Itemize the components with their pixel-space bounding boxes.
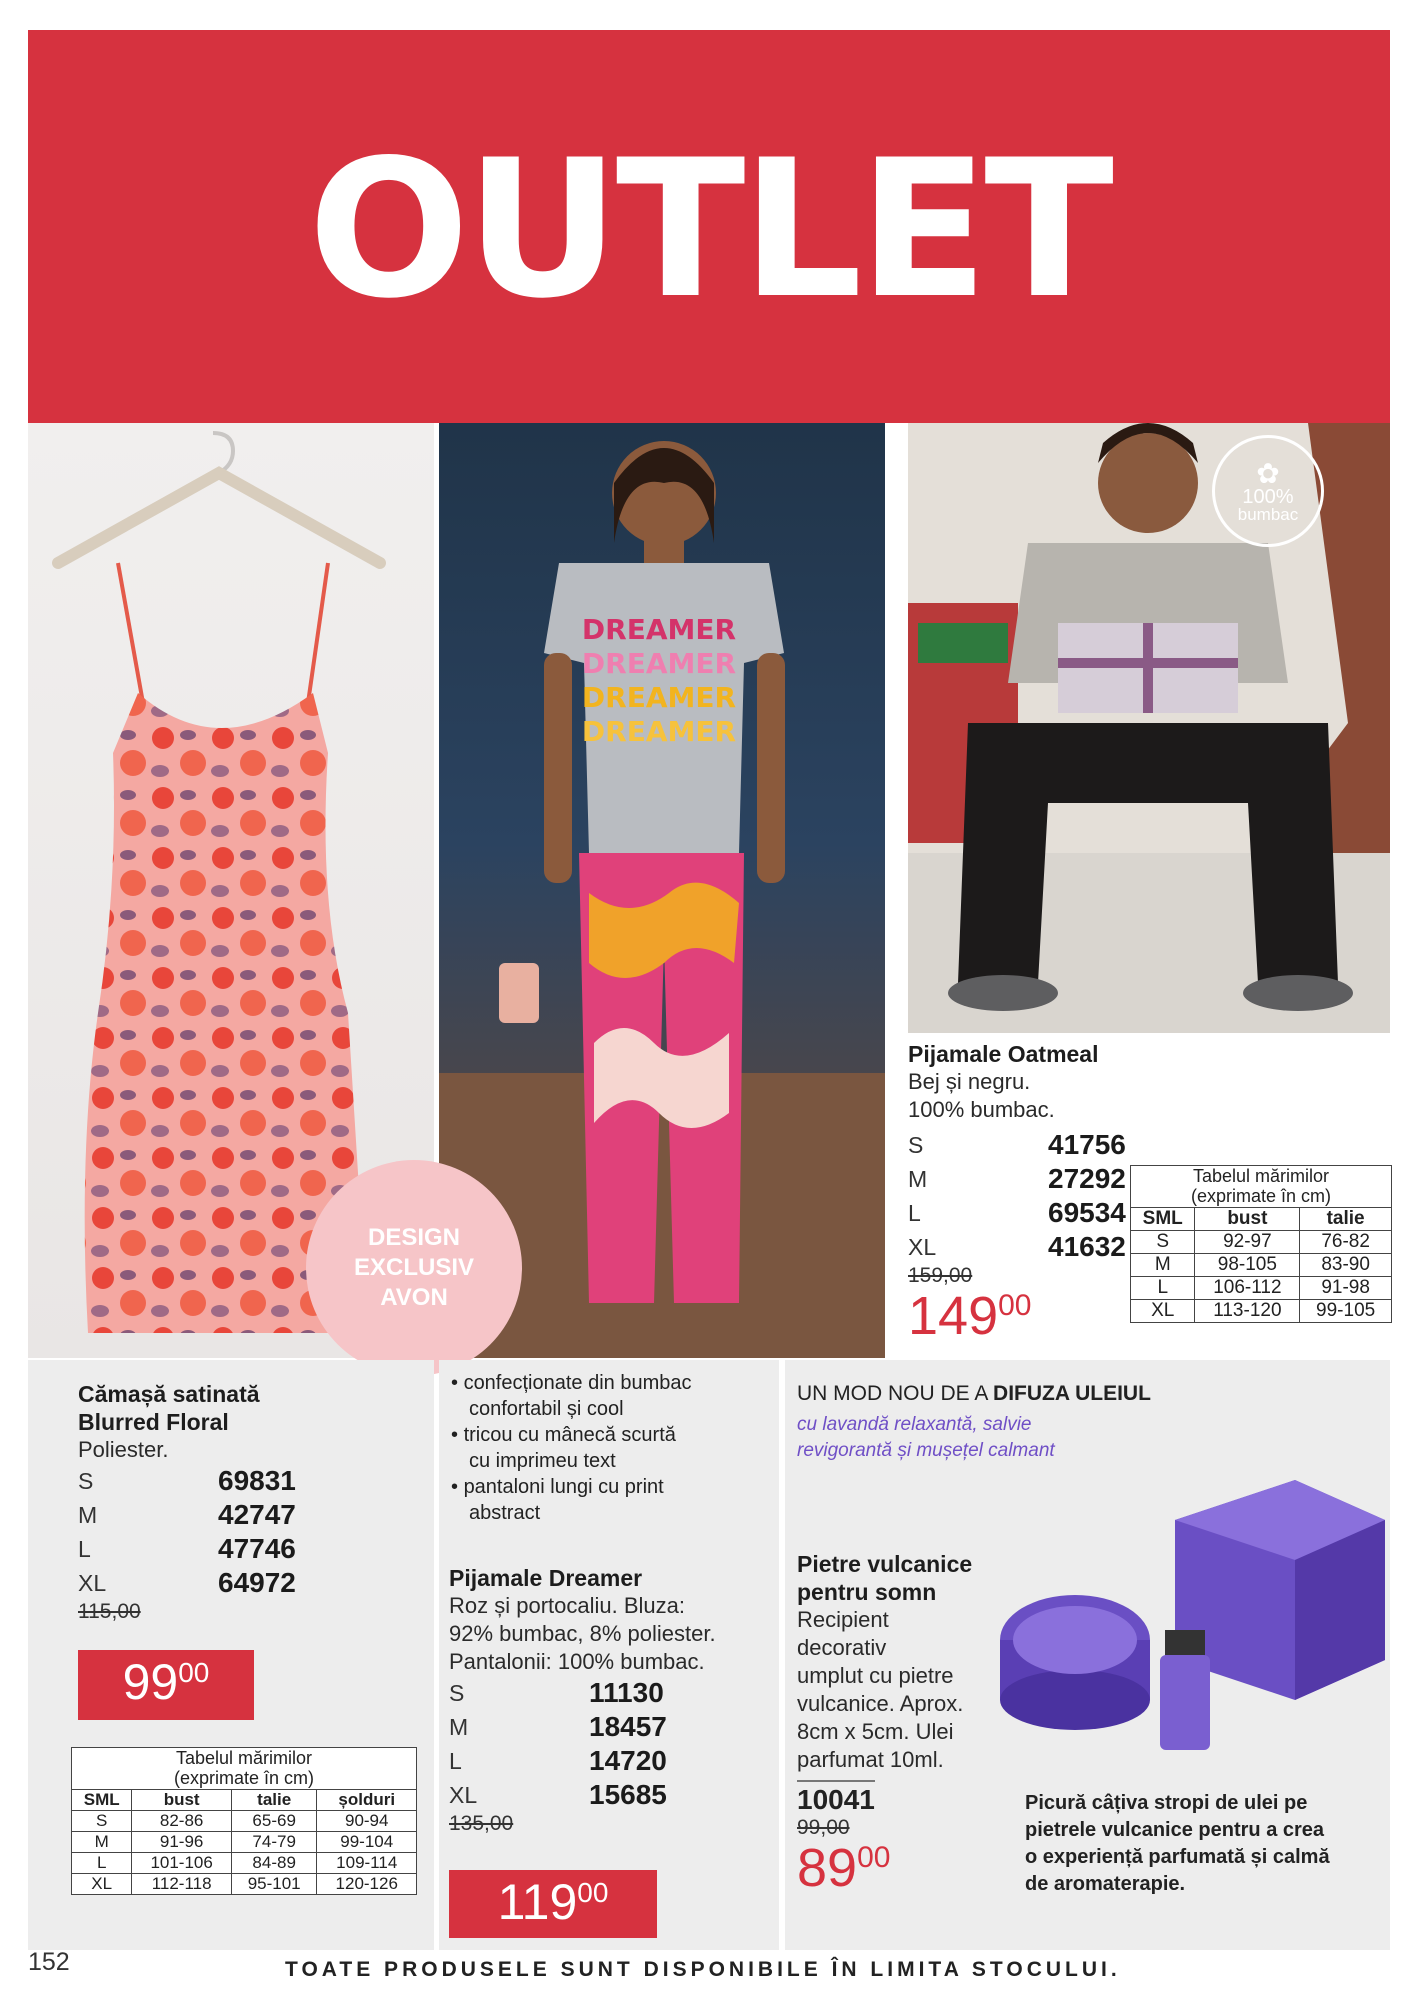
pietre-info bbox=[797, 1550, 1007, 1896]
oatmeal-size-table bbox=[1130, 1165, 1392, 1323]
feature-item: • confecționate din bumbac bbox=[451, 1372, 692, 1394]
table-caption: Tabelul mărimilor bbox=[1131, 1166, 1392, 1187]
table-caption: Tabelul mărimilor bbox=[72, 1748, 417, 1769]
badge-line: DESIGN bbox=[367, 1224, 460, 1251]
shirt-print-line: DREAMER bbox=[581, 715, 737, 748]
product-desc: Recipient bbox=[797, 1607, 889, 1632]
product-code: 41632 bbox=[1048, 1231, 1126, 1262]
badge-line: EXCLUSIV bbox=[353, 1254, 475, 1281]
size-label: XL bbox=[78, 1569, 107, 1596]
feature-item: • pantaloni lungi cu print bbox=[451, 1476, 664, 1498]
product-desc: 8cm x 5cm. Ulei bbox=[797, 1719, 954, 1744]
table-cell: 98-105 bbox=[1195, 1254, 1300, 1277]
diffuser-product-image bbox=[995, 1480, 1385, 1770]
table-header: bust bbox=[132, 1790, 232, 1811]
table-cell: 84-89 bbox=[231, 1853, 317, 1874]
table-cell: M bbox=[1131, 1254, 1195, 1277]
table-row bbox=[72, 1811, 417, 1832]
shirt-print-line: DREAMER bbox=[581, 681, 737, 714]
product-code: 64972 bbox=[218, 1567, 296, 1598]
table-row bbox=[72, 1853, 417, 1874]
outlet-banner bbox=[28, 30, 1390, 423]
price-int: 119 bbox=[497, 1874, 578, 1930]
price-dec: 00 bbox=[577, 1877, 609, 1908]
feature-text: confecționate din bumbac bbox=[463, 1372, 692, 1394]
size-codes bbox=[908, 1128, 1128, 1264]
table-header: șolduri bbox=[317, 1790, 417, 1811]
table-cell: 120-126 bbox=[317, 1874, 417, 1895]
size-label: M bbox=[78, 1501, 98, 1528]
tip-line: Picură câțiva stropi de ulei pe bbox=[1025, 1792, 1308, 1814]
subtitle-line: cu lavandă relaxantă, salvie bbox=[797, 1414, 1032, 1435]
table-cell: S bbox=[72, 1811, 132, 1832]
table-cell: 101-106 bbox=[132, 1853, 232, 1874]
product-code: 47746 bbox=[218, 1533, 296, 1564]
design-exclusiv-badge bbox=[306, 1160, 522, 1376]
table-row bbox=[72, 1874, 417, 1895]
table-cell: S bbox=[1131, 1231, 1195, 1254]
old-price: 159,00 bbox=[908, 1264, 973, 1287]
product-title: Pijamale Dreamer bbox=[449, 1565, 643, 1591]
feature-item: abstract bbox=[469, 1502, 541, 1524]
subtitle-line: revigorantă și mușețel calmant bbox=[797, 1440, 1055, 1461]
shirt-print bbox=[574, 613, 744, 749]
price bbox=[908, 1288, 1128, 1344]
table-cell: 99-105 bbox=[1300, 1300, 1392, 1323]
table-caption: (exprimate în cm) bbox=[1131, 1187, 1392, 1208]
table-header: talie bbox=[1300, 1208, 1392, 1231]
table-row bbox=[1131, 1300, 1392, 1323]
table-row bbox=[1131, 1254, 1392, 1277]
size-label: L bbox=[908, 1199, 921, 1226]
price-int: 99 bbox=[122, 1654, 179, 1710]
feature-item: • tricou cu mânecă scurtă bbox=[451, 1424, 676, 1446]
table-row bbox=[72, 1832, 417, 1853]
price-dec: 00 bbox=[178, 1657, 210, 1688]
product-desc: decorativ bbox=[797, 1635, 887, 1660]
table-caption: (exprimate în cm) bbox=[72, 1769, 417, 1790]
table-cell: XL bbox=[72, 1874, 132, 1895]
table-cell: 82-86 bbox=[132, 1811, 232, 1832]
page-number: 152 bbox=[28, 1948, 70, 1976]
table-cell: XL bbox=[1131, 1300, 1195, 1323]
camasa-info bbox=[78, 1380, 418, 1624]
price-int: 89 bbox=[797, 1838, 858, 1898]
product-desc: Poliester. bbox=[78, 1437, 169, 1462]
tip-line: o experiență parfumată și calmă bbox=[1025, 1846, 1330, 1868]
old-price: 135,00 bbox=[449, 1812, 514, 1835]
dreamer-info bbox=[449, 1564, 769, 1836]
feature-item: confortabil și cool bbox=[469, 1398, 624, 1420]
table-cell: L bbox=[1131, 1277, 1195, 1300]
product-desc: Roz și portocaliu. Bluza: bbox=[449, 1593, 685, 1618]
size-label: L bbox=[78, 1535, 91, 1562]
product-desc: Bej și negru. bbox=[908, 1069, 1031, 1094]
product-desc: Pantalonii: 100% bumbac. bbox=[449, 1649, 705, 1674]
product-desc: parfumat 10ml. bbox=[797, 1747, 944, 1772]
table-cell: 76-82 bbox=[1300, 1231, 1392, 1254]
cotton-flower-icon: ✿ bbox=[1256, 458, 1280, 489]
footer-note: TOATE PRODUSELE SUNT DISPONIBILE ÎN LIMITA STOCULUI. bbox=[285, 1958, 1121, 1981]
table-cell: 65-69 bbox=[231, 1811, 317, 1832]
size-codes bbox=[449, 1676, 769, 1812]
size-label: M bbox=[908, 1165, 928, 1192]
table-cell: 113-120 bbox=[1195, 1300, 1300, 1323]
panel-dreamer bbox=[439, 1360, 779, 1950]
table-cell: 106-112 bbox=[1195, 1277, 1300, 1300]
size-label: XL bbox=[908, 1233, 937, 1260]
table-cell: 112-118 bbox=[132, 1874, 232, 1895]
product-code: 10041 bbox=[797, 1780, 875, 1816]
product-title: Blurred Floral bbox=[78, 1409, 229, 1435]
cotton-badge bbox=[1212, 435, 1324, 547]
table-header: bust bbox=[1195, 1208, 1300, 1231]
price-box bbox=[449, 1870, 657, 1938]
table-cell: 90-94 bbox=[317, 1811, 417, 1832]
tip-line: pietrele vulcanice pentru a crea bbox=[1025, 1819, 1325, 1841]
panel-camasa bbox=[28, 1360, 434, 1950]
cotton-percent: 100% bbox=[1242, 486, 1294, 508]
pietre-tip bbox=[1025, 1790, 1385, 1898]
table-cell: 92-97 bbox=[1195, 1231, 1300, 1254]
product-code: 18457 bbox=[589, 1711, 667, 1742]
table-header: SML bbox=[1131, 1208, 1195, 1231]
table-cell: M bbox=[72, 1832, 132, 1853]
size-label: M bbox=[449, 1713, 469, 1740]
price-dec: 00 bbox=[857, 1841, 891, 1874]
price-int: 149 bbox=[908, 1286, 999, 1346]
size-label: XL bbox=[449, 1781, 478, 1808]
badge-line: AVON bbox=[380, 1284, 448, 1311]
banner-title: OUTLET bbox=[308, 119, 1110, 340]
product-code: 41756 bbox=[1048, 1129, 1126, 1160]
panel-pietre bbox=[785, 1360, 1390, 1950]
table-cell: 83-90 bbox=[1300, 1254, 1392, 1277]
product-code: 42747 bbox=[218, 1499, 296, 1530]
product-code: 14720 bbox=[589, 1745, 667, 1776]
shirt-print-line: DREAMER bbox=[581, 647, 737, 680]
feature-item: cu imprimeu text bbox=[469, 1450, 616, 1472]
price bbox=[797, 1840, 1007, 1896]
shirt-print-line: DREAMER bbox=[581, 613, 737, 646]
headline-text: UN MOD NOU DE A bbox=[797, 1382, 994, 1405]
size-label: S bbox=[449, 1679, 465, 1706]
size-label: S bbox=[908, 1131, 924, 1158]
pietre-headline bbox=[797, 1382, 1151, 1406]
table-cell: 109-114 bbox=[317, 1853, 417, 1874]
camasa-size-table bbox=[71, 1747, 417, 1895]
size-label: L bbox=[449, 1747, 462, 1774]
feature-text: tricou cu mânecă scurtă bbox=[463, 1424, 676, 1446]
product-code: 11130 bbox=[589, 1677, 664, 1708]
product-title: Cămașă satinată bbox=[78, 1381, 260, 1407]
table-header: SML bbox=[72, 1790, 132, 1811]
tip-line: de aromaterapie. bbox=[1025, 1873, 1186, 1895]
oatmeal-info bbox=[908, 1040, 1128, 1344]
old-price: 115,00 bbox=[78, 1600, 141, 1623]
table-cell: 99-104 bbox=[317, 1832, 417, 1853]
feature-list bbox=[451, 1370, 771, 1526]
product-code: 69534 bbox=[1048, 1197, 1126, 1228]
product-code: 27292 bbox=[1048, 1163, 1126, 1194]
product-desc: umplut cu pietre bbox=[797, 1663, 954, 1688]
table-cell: 91-98 bbox=[1300, 1277, 1392, 1300]
product-code: 15685 bbox=[589, 1779, 667, 1810]
headline-bold: DIFUZA ULEIUL bbox=[993, 1382, 1151, 1405]
size-label: S bbox=[78, 1467, 94, 1494]
product-title: Pijamale Oatmeal bbox=[908, 1041, 1099, 1067]
product-desc: 100% bumbac. bbox=[908, 1097, 1055, 1122]
product-desc: 92% bumbac, 8% poliester. bbox=[449, 1621, 716, 1646]
product-code: 69831 bbox=[218, 1465, 296, 1496]
table-row bbox=[1131, 1277, 1392, 1300]
table-header: talie bbox=[231, 1790, 317, 1811]
product-title: Pietre vulcanice bbox=[797, 1551, 973, 1577]
table-cell: 74-79 bbox=[231, 1832, 317, 1853]
old-price: 99,00 bbox=[797, 1816, 850, 1839]
product-desc: vulcanice. Aprox. bbox=[797, 1691, 964, 1716]
feature-text: pantaloni lungi cu print bbox=[463, 1476, 664, 1498]
table-row bbox=[1131, 1231, 1392, 1254]
table-cell: 95-101 bbox=[231, 1874, 317, 1895]
price-box bbox=[78, 1650, 254, 1720]
size-codes bbox=[78, 1464, 418, 1600]
table-cell: L bbox=[72, 1853, 132, 1874]
table-cell: 91-96 bbox=[132, 1832, 232, 1853]
product-title: pentru somn bbox=[797, 1579, 937, 1605]
price-dec: 00 bbox=[998, 1289, 1032, 1322]
cotton-word: bumbac bbox=[1237, 505, 1299, 524]
pietre-subtitle bbox=[797, 1412, 1055, 1464]
